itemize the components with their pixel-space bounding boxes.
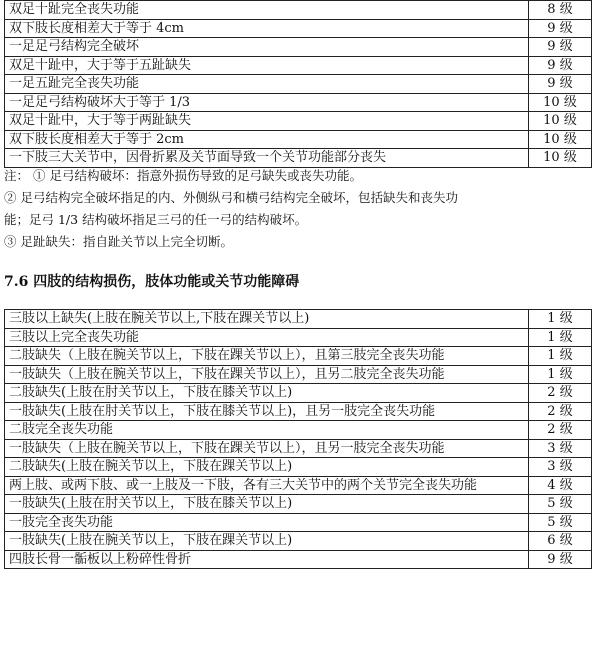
injury-description-cell: 双下肢长度相差大于等于 2cm [5, 130, 529, 149]
injury-description-cell: 一足五趾完全丧失功能 [5, 75, 529, 94]
disability-grade-cell: 1 级 [529, 328, 592, 347]
disability-grade-table-limbs [4, 309, 592, 569]
injury-description-cell: 二肢缺失（上肢在腕关节以上，下肢在踝关节以上），且第三肢完全丧失功能 [5, 347, 529, 366]
disability-grade-cell: 1 级 [529, 310, 592, 329]
injury-description-cell: 双足十趾中，大于等于两趾缺失 [5, 112, 529, 131]
notes-block [4, 165, 594, 253]
table-row [5, 310, 592, 329]
disability-grade-cell: 5 级 [529, 513, 592, 532]
disability-grade-cell: 2 级 [529, 402, 592, 421]
injury-description-cell: 双足十趾完全丧失功能 [5, 1, 529, 20]
table-row [5, 1, 592, 20]
disability-grade-cell: 1 级 [529, 347, 592, 366]
disability-grade-cell: 10 级 [529, 112, 592, 131]
disability-grade-cell: 8 级 [529, 1, 592, 20]
disability-grade-cell: 9 级 [529, 550, 592, 569]
table-row [5, 328, 592, 347]
table-row [5, 513, 592, 532]
injury-description-cell: 一肢缺失（上肢在腕关节以上，下肢在踝关节以上），且另二肢完全丧失功能 [5, 365, 529, 384]
injury-description-cell: 一足足弓结构完全破坏 [5, 38, 529, 57]
disability-grade-cell: 3 级 [529, 439, 592, 458]
injury-description-cell: 三肢以上缺失(上肢在腕关节以上,下肢在踝关节以上) [5, 310, 529, 329]
table-row [5, 384, 592, 403]
disability-grade-cell: 6 级 [529, 532, 592, 551]
table-row [5, 532, 592, 551]
injury-description-cell: 一肢完全丧失功能 [5, 513, 529, 532]
injury-description-cell: 二肢缺失(上肢在腕关节以上，下肢在踝关节以上) [5, 458, 529, 477]
disability-grade-cell: 2 级 [529, 384, 592, 403]
disability-grade-cell: 10 级 [529, 93, 592, 112]
table-row [5, 112, 592, 131]
injury-description-cell: 双下肢长度相差大于等于 4cm [5, 19, 529, 38]
table-row [5, 495, 592, 514]
table-row [5, 347, 592, 366]
injury-description-cell: 三肢以上完全丧失功能 [5, 328, 529, 347]
disability-grade-cell: 2 级 [529, 421, 592, 440]
note-line-1: 注： ① 足弓结构破坏：指意外损伤导致的足弓缺失或丧失功能。 [4, 168, 362, 183]
injury-description-cell: 一足足弓结构破坏大于等于 1/3 [5, 93, 529, 112]
note-line-3: 能；足弓 1/3 结构破坏指足三弓的任一弓的结构破坏。 [4, 212, 308, 227]
disability-grade-cell: 9 级 [529, 75, 592, 94]
injury-description-cell: 二肢缺失(上肢在肘关节以上，下肢在膝关节以上) [5, 384, 529, 403]
disability-grade-cell: 9 级 [529, 19, 592, 38]
table-body [5, 1, 592, 168]
injury-description-cell: 双足十趾中，大于等于五趾缺失 [5, 56, 529, 75]
table-row [5, 550, 592, 569]
section-heading: 7.6 四肢的结构损伤，肢体功能或关节功能障碍 [4, 274, 300, 290]
disability-grade-cell: 9 级 [529, 56, 592, 75]
table-row [5, 365, 592, 384]
table-row [5, 439, 592, 458]
table-row [5, 93, 592, 112]
table-row [5, 38, 592, 57]
injury-description-cell: 一肢缺失(上肢在肘关节以上，下肢在膝关节以上) [5, 495, 529, 514]
table-row [5, 458, 592, 477]
injury-description-cell: 一下肢三大关节中，因骨折累及关节面导致一个关节功能部分丧失 [5, 149, 529, 168]
injury-description-cell: 一肢缺失(上肢在腕关节以上，下肢在踝关节以上) [5, 532, 529, 551]
injury-description-cell: 一肢缺失(上肢在肘关节以上，下肢在膝关节以上)，且另一肢完全丧失功能 [5, 402, 529, 421]
disability-grade-cell: 1 级 [529, 365, 592, 384]
disability-grade-cell: 9 级 [529, 38, 592, 57]
injury-description-cell: 二肢完全丧失功能 [5, 421, 529, 440]
note-line-4: ③ 足趾缺失：指自趾关节以上完全切断。 [4, 234, 233, 249]
table-row [5, 19, 592, 38]
table-row [5, 402, 592, 421]
injury-description-cell: 四肢长骨一骺板以上粉碎性骨折 [5, 550, 529, 569]
note-line-2: ② 足弓结构完全破坏指足的内、外侧纵弓和横弓结构完全破坏，包括缺失和丧失功 [4, 190, 458, 205]
disability-grade-cell: 3 级 [529, 458, 592, 477]
table-row [5, 130, 592, 149]
injury-description-cell: 两上肢、或两下肢、或一上肢及一下肢，各有三大关节中的两个关节完全丧失功能 [5, 476, 529, 495]
disability-grade-table-foot [4, 0, 592, 168]
disability-grade-cell: 4 级 [529, 476, 592, 495]
table-row [5, 75, 592, 94]
table-row [5, 421, 592, 440]
disability-grade-cell: 10 级 [529, 149, 592, 168]
table-body [5, 310, 592, 569]
injury-description-cell: 一肢缺失（上肢在腕关节以上，下肢在踝关节以上），且另一肢完全丧失功能 [5, 439, 529, 458]
table-row [5, 476, 592, 495]
table-row [5, 56, 592, 75]
disability-grade-cell: 5 级 [529, 495, 592, 514]
disability-grade-cell: 10 级 [529, 130, 592, 149]
